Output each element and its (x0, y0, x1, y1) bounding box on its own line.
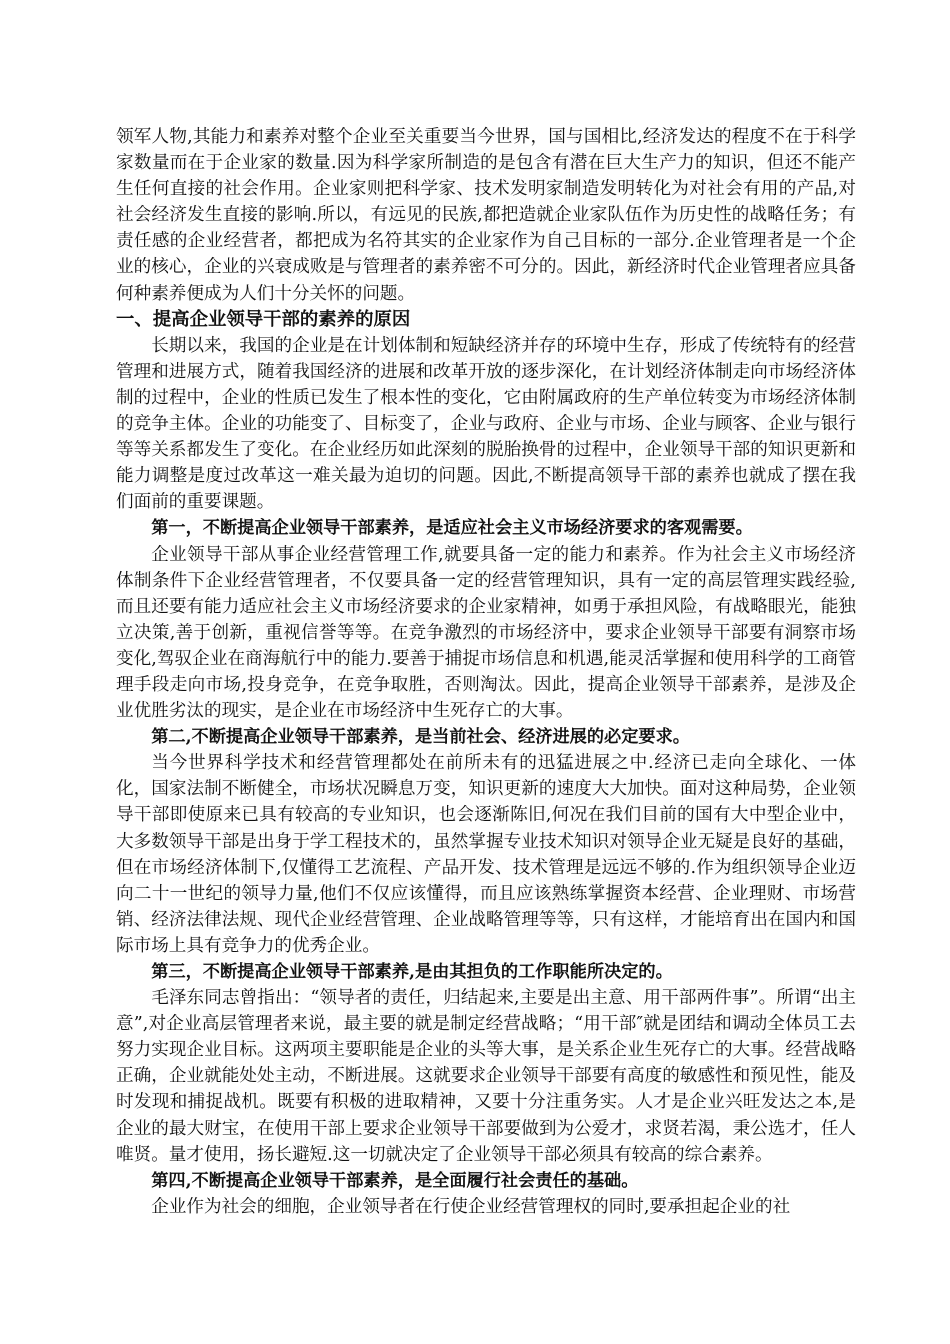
subheading-second: 第二,不断提高企业领导干部素养，是当前社会、经济进展的必定要求。 (151, 727, 690, 748)
intro-paragraph: 领军人物,其能力和素养对整个企业至关重要当今世界，国与国相比,经济发达的程度不在于科学家数量而在于企业家的数量.因为科学家所制造的是包含有潜在巨大生产力的知识，但还不能产生任何直接的社会作用。企业家则把科学家、技术发明家制造发明转化为对社会有用的产品,对社会经济发生直接的影响.所以，有远见的民族,都把造就企业家队伍作为历史性的战略任务；有责任感的企业经营者，都把成为名符其实的企业家作为自己目标的一部分.企业管理者是一个企业的核心，企业的兴衰成败是与管理者的素养密不可分的。因此，新经济时代企业管理者应具备何种素养便成为人们十分关怀的问题。 (116, 127, 856, 304)
paragraph-fourth: 企业作为社会的细胞，企业领导者在行使企业经营管理权的同时,要承担起企业的社 (151, 1196, 791, 1217)
paragraph-reasons: 长期以来，我国的企业是在计划体制和短缺经济并存的环境中生存，形成了传统特有的经营管理和进展方式，随着我国经济的进展和改革开放的逐步深化，在计划经济体制走向市场经济体制的过程中，企业的性质已发生了根本性的变化，它由附属政府的生产单位转变为市场经济体制的竞争主体。企业的功能变了、目标变了，企业与政府、企业与市场、企业与顾客、企业与银行等等关系都发生了变化。在企业经历如此深刻的脱胎换骨的过程中，企业领导干部的知识更新和能力调整是度过改革这一难关最为迫切的问题。因此,不断提高领导干部的素养也就成了摆在我们面前的重要课题。 (116, 335, 856, 513)
subheading-third: 第三，不断提高企业领导干部素养,是由其担负的工作职能所决定的。 (151, 962, 673, 982)
subheading-first: 第一，不断提高企业领导干部素养，是适应社会主义市场经济要求的客观需要。 (151, 518, 753, 539)
subheading-fourth: 第四,不断提高企业领导干部素养，是全面履行社会责任的基础。 (151, 1170, 639, 1191)
paragraph-first: 企业领导干部从事企业经营管理工作,就要具备一定的能力和素养。作为社会主义市场经济体制条件下企业经营管理者，不仅要具备一定的经营管理知识，具有一定的高层管理实践经验,而且还要有能力适应社会主义市场经济要求的企业家精神，如勇于承担风险，有战略眼光，能独立决策,善于创新，重视信誉等等。在竞争激烈的市场经济中，要求企业领导干部要有洞察市场变化,驾驭企业在商海航行中的能力.要善于捕捉市场信息和机遇,能灵活掌握和使用科学的工商管理手段走向市场,投身竞争，在竞争取胜，否则淘汰。因此，提高企业领导干部素养，是涉及企业优胜劣汰的现实，是企业在市场经济中生死存亡的大事。 (116, 544, 856, 722)
paragraph-second: 当今世界科学技术和经营管理都处在前所未有的迅猛进展之中.经济已走向全球化、一体化，国家法制不断健全，市场状况瞬息万变，知识更新的速度大大加快。面对这种局势，企业领导干部即使原来已具有较高的专业知识，也会逐渐陈旧,何况在我们目前的国有大中型企业中，大多数领导干部是出身于学工程技术的，虽然掌握专业技术知识对领导企业无疑是良好的基础，但在市场经济体制下,仅懂得工艺流程、产品开发、技术管理是远远不够的.作为组织领导企业迈向二十一世纪的领导力量,他们不仅应该懂得，而且应该熟练掌握资本经营、企业理财、市场营销、经济法律法规、现代企业经营管理、企业战略管理等等，只有这样，才能培育出在国内和国际市场上具有竞争力的优秀企业。 (116, 753, 856, 956)
document-page (116, 124, 856, 1220)
paragraph-third: 毛泽东同志曾指出：“领导者的责任，归结起来,主要是出主意、用干部两件事”。所谓“出主意”,对企业高层管理者来说，最主要的就是制定经营战略；“用干部″就是团结和调动全体员工去努力实现企业目标。这两项主要职能是企业的头等大事，是关系企业生死存亡的大事。经营战略正确，企业就能处处主动，不断进展。这就要求企业领导干部要有高度的敏感性和预见性，能及时发现和捕捉战机。既要有积极的进取精神，又要十分注重务实。人才是企业兴旺发达之本,是企业的最大财宝，在使用干部上要求企业领导干部要做到为公爱才，求贤若渴，秉公选才，任人唯贤。量才使用，扬长避短.这一切就决定了企业领导干部必须具有较高的综合素养。 (116, 988, 856, 1165)
section-heading: 一、提高企业领导干部的素养的原因 (116, 308, 411, 330)
